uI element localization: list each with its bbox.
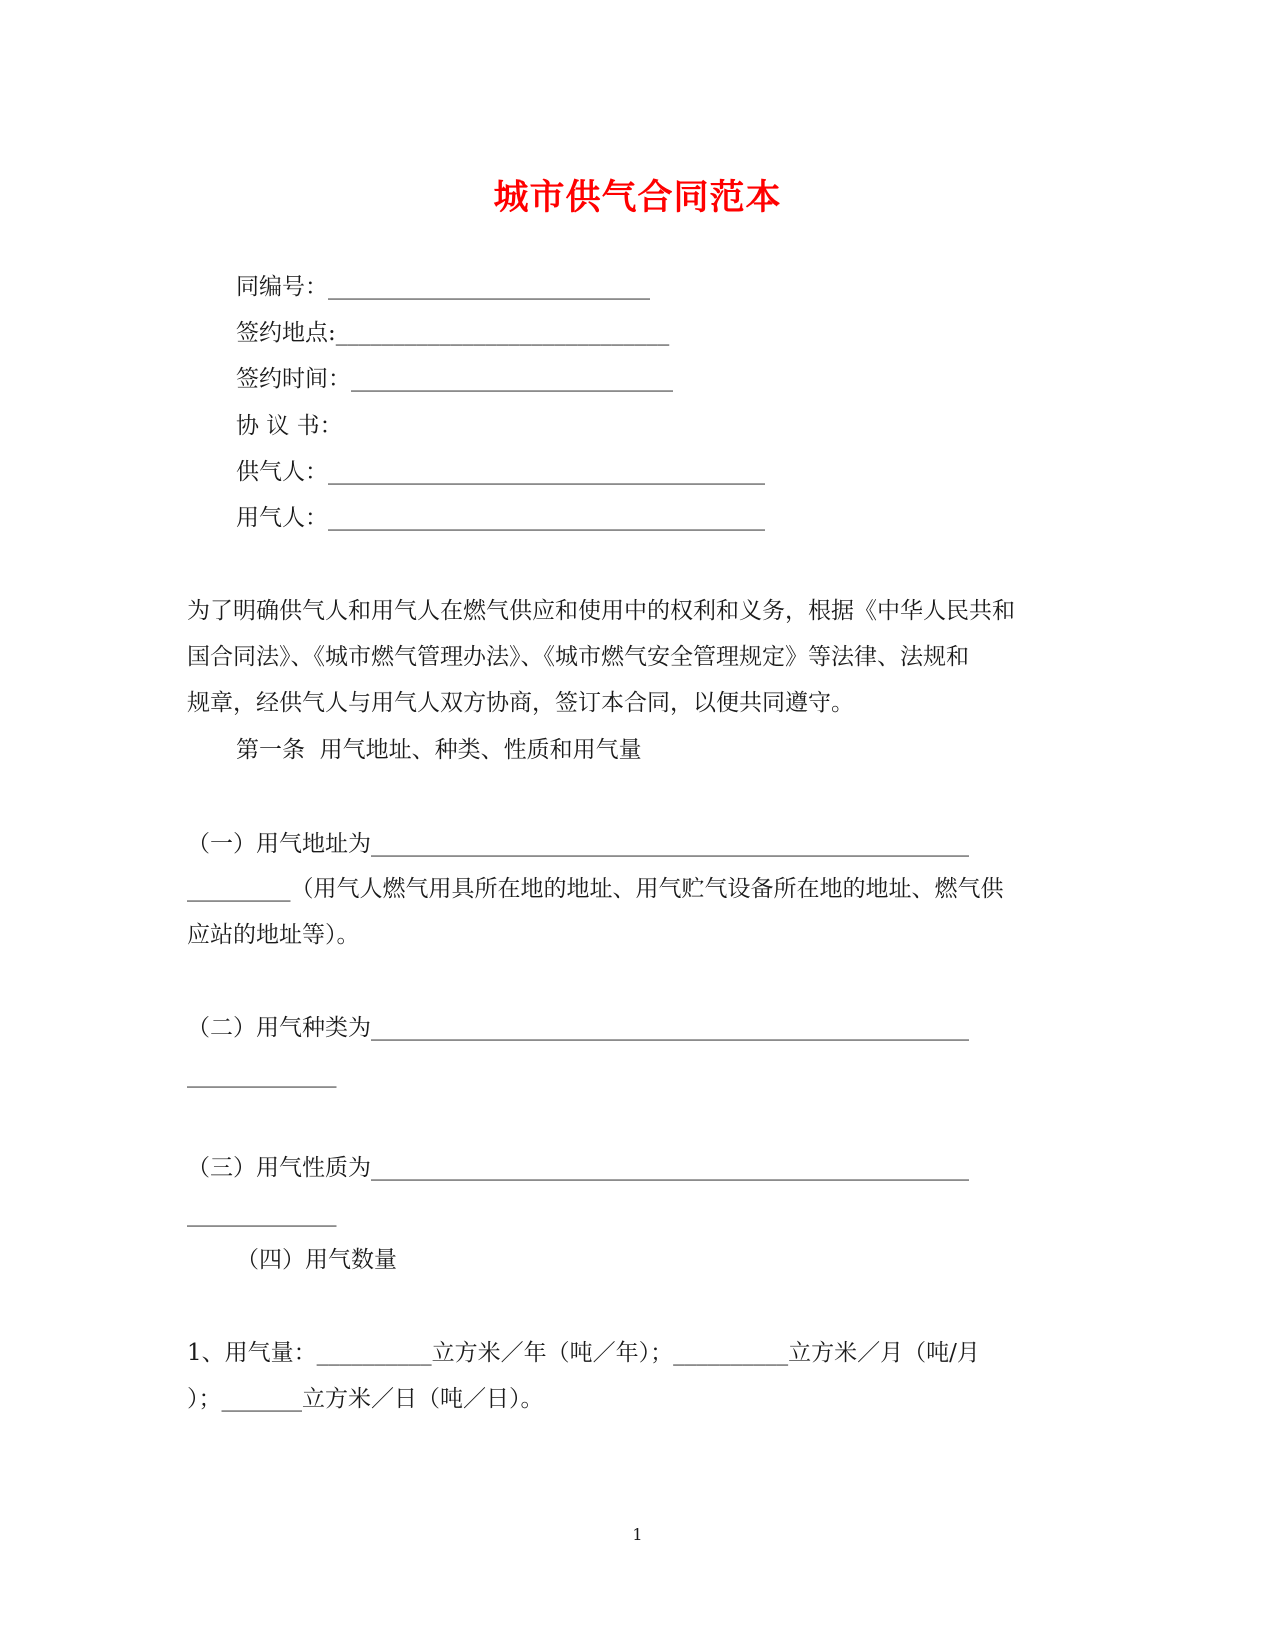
intro-line-3: 规章，经供气人与用气人双方协商，签订本合同，以便共同遵守。 xyxy=(187,690,854,716)
item-4-heading: （四）用气数量 xyxy=(236,1247,397,1273)
quantity-line-2: ）；_______立方米／日（吨／日）。 xyxy=(187,1386,544,1412)
item-2-line-2: _____________ xyxy=(187,1062,337,1088)
supplier-field: 供气人：______________________________________ xyxy=(236,459,765,485)
intro-line-1: 为了明确供气人和用气人在燃气供应和使用中的权利和义务，根据《中华人民共和 xyxy=(187,598,1015,624)
sign-place-field: 签约地点:_____________________________ xyxy=(236,320,670,346)
user-field: 用气人：______________________________________ xyxy=(236,505,765,531)
sign-time-field: 签约时间：____________________________ xyxy=(236,366,673,392)
article-1-heading: 第一条 用气地址、种类、性质和用气量 xyxy=(236,737,642,763)
item-1-line-1: （一）用气地址为____________________________________________________ xyxy=(187,831,969,857)
item-3-line-1: （三）用气性质为____________________________________________________ xyxy=(187,1155,969,1181)
agreement-label: 协 议 书： xyxy=(236,413,343,439)
item-2-line-1: （二）用气种类为____________________________________________________ xyxy=(187,1015,969,1041)
page-number: 1 xyxy=(632,1525,643,1544)
document-title: 城市供气合同范本 xyxy=(493,177,782,218)
intro-line-2: 国合同法》、《城市燃气管理办法》、《城市燃气安全管理规定》等法律、法规和 xyxy=(187,644,969,670)
item-1-line-3: 应站的地址等）。 xyxy=(187,922,360,948)
item-1-line-2: _________（用气人燃气用具所在地的地址、用气贮气设备所在地的地址、燃气供 xyxy=(187,876,1004,902)
quantity-line-1: 1、用气量：__________立方米／年（吨／年）；__________立方米／月（吨/月 xyxy=(187,1340,980,1366)
item-3-line-2: _____________ xyxy=(187,1201,337,1227)
contract-number-field: 同编号：____________________________ xyxy=(236,274,650,300)
